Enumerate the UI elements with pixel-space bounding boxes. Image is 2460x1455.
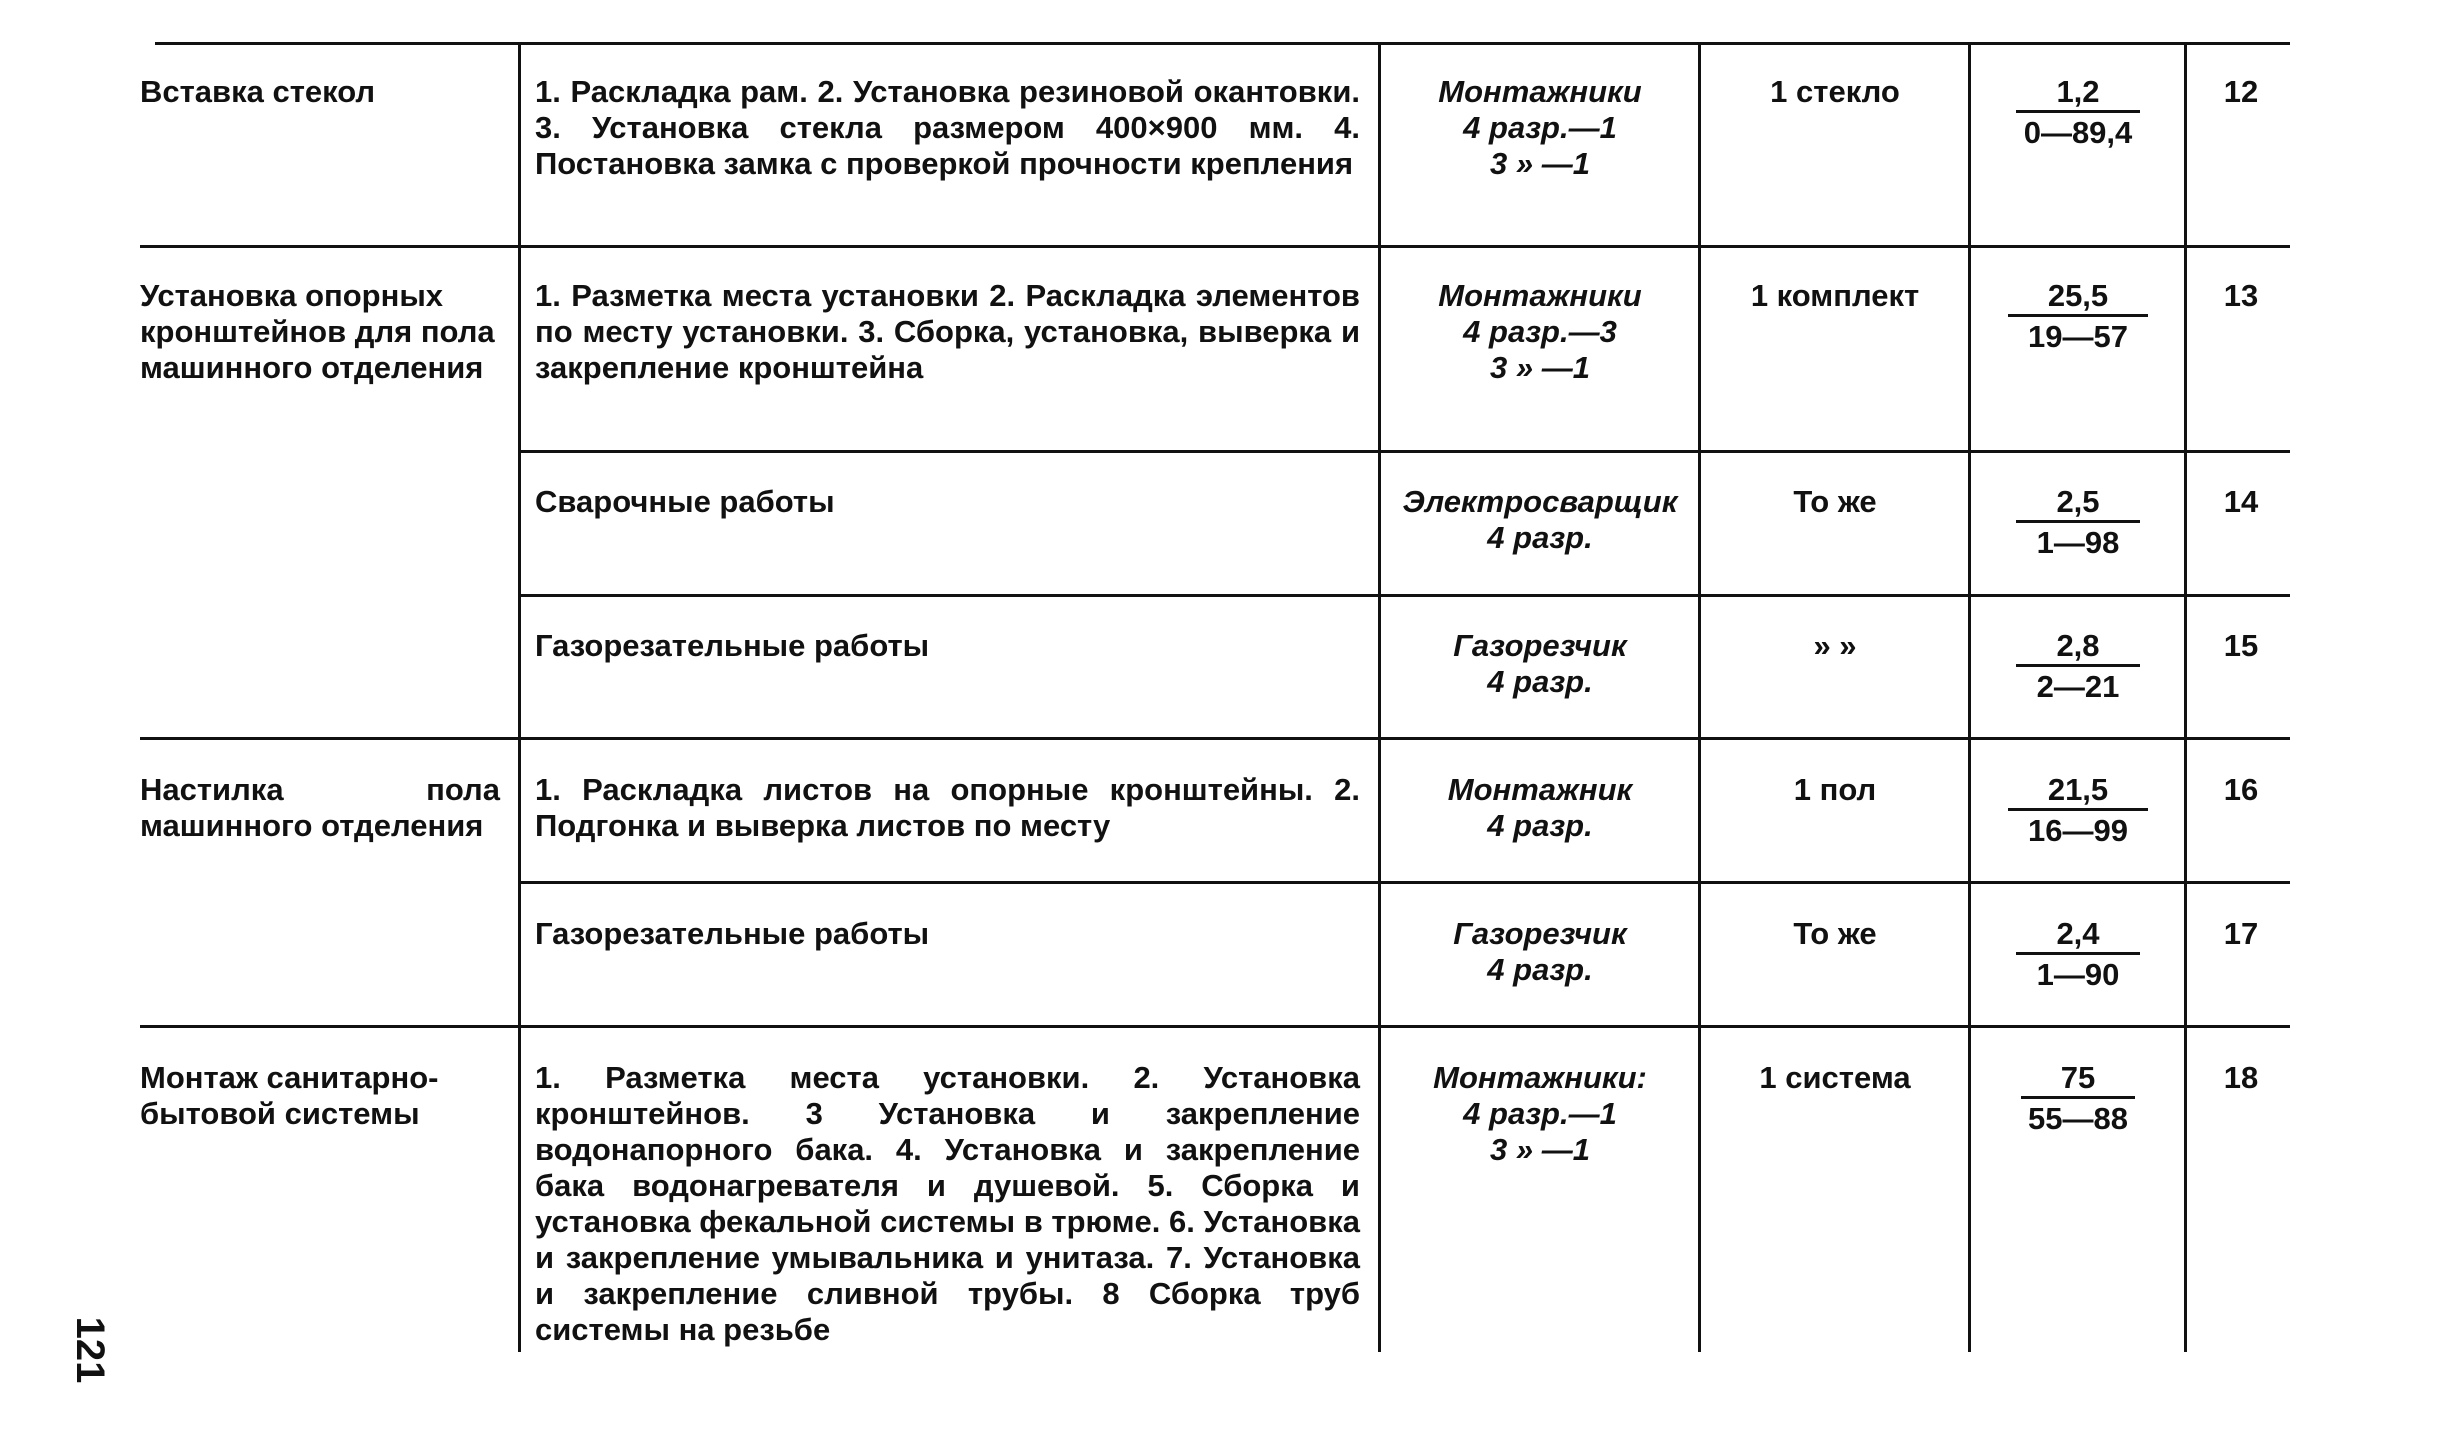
number-row-17: 17 [2223, 916, 2259, 951]
crew-line: 3 » —1 [1490, 350, 1590, 385]
number-row-14: 14 [2223, 484, 2259, 519]
col-divider-2 [1378, 42, 1381, 1352]
operation-row-13: Установка опорных кронштейнов для пола машинного отделения [140, 278, 495, 385]
norm-row-16 [1970, 772, 2186, 849]
page-number: 121 [68, 1316, 112, 1384]
operation-row-18: Монтаж санитарно-бытовой системы [140, 1060, 439, 1131]
rule-row-13 [520, 450, 2290, 453]
crew-line: 3 » —1 [1490, 146, 1590, 181]
crew-line: 4 разр.—3 [1463, 314, 1617, 349]
number-row-15: 15 [2223, 628, 2259, 663]
operation-row-12: Вставка стекол [140, 74, 376, 109]
crew-line: 4 разр. [1487, 520, 1593, 555]
number-row-16: 16 [2223, 772, 2259, 807]
number-row-12: 12 [2223, 74, 2259, 109]
norm-top: 2,4 [2016, 916, 2139, 955]
contents-row-17: Газорезательные работы [535, 916, 930, 951]
crew-line: Электросварщик [1402, 484, 1678, 519]
norm-top: 21,5 [2008, 772, 2148, 811]
col-divider-1 [518, 42, 521, 1352]
unit-row-18: 1 система [1759, 1060, 1911, 1095]
norm-bottom: 0—89,4 [2023, 115, 2133, 150]
crew-row-15 [1385, 628, 1695, 700]
crew-row-14 [1385, 484, 1695, 556]
number-row-13: 13 [2223, 278, 2259, 313]
unit-row-15: » » [1813, 628, 1857, 663]
norm-top: 2,5 [2016, 484, 2139, 523]
contents-row-15: Газорезательные работы [535, 628, 930, 663]
norm-row-15 [1970, 628, 2186, 705]
unit-row-12: 1 стекло [1770, 74, 1900, 109]
norm-row-14 [1970, 484, 2186, 561]
crew-row-12 [1385, 74, 1695, 182]
norm-bottom: 55—88 [2028, 1101, 2128, 1136]
crew-row-17 [1385, 916, 1695, 988]
crew-line: Монтажники [1438, 74, 1642, 109]
norm-top: 1,2 [2016, 74, 2139, 113]
operation-row-16: Настилка пола машинного отделения [140, 772, 500, 843]
norm-bottom: 19—57 [2028, 319, 2128, 354]
contents-row-16: 1. Раскладка листов на опорные кронштейны. 2. Подгонка и выверка листов по месту [535, 772, 1360, 843]
norm-top: 2,8 [2016, 628, 2139, 667]
crew-line: Газорезчик [1453, 916, 1627, 951]
col-divider-3 [1698, 42, 1701, 1352]
crew-line: 4 разр.—1 [1463, 1096, 1617, 1131]
crew-row-16 [1385, 772, 1695, 844]
norm-row-12 [1970, 74, 2186, 151]
unit-row-16: 1 пол [1793, 772, 1877, 807]
crew-line: Монтажники: [1433, 1060, 1647, 1095]
unit-row-17: То же [1793, 916, 1877, 951]
norm-bottom: 16—99 [2028, 813, 2128, 848]
norm-top: 25,5 [2008, 278, 2148, 317]
norm-row-13 [1970, 278, 2186, 355]
norm-top: 75 [2021, 1060, 2135, 1099]
rule-row-14 [520, 594, 2290, 597]
crew-line: 3 » —1 [1490, 1132, 1590, 1167]
crew-line: 4 разр. [1487, 664, 1593, 699]
contents-row-18: 1. Разметка места установки. 2. Установка кронштейнов. 3 Установка и закрепление водонапорного бака. 4. Установка и закрепление бака водонагревателя и душевой. 5. Сборка и установка фекальной системы в трюме. 6. Установка и закрепление умывальника и унитаза. 7. Установка и закрепление сливной трубы. 8 Сборка труб системы на резьбе [535, 1060, 1360, 1347]
crew-row-18 [1385, 1060, 1695, 1168]
unit-row-14: То же [1793, 484, 1877, 519]
norm-bottom: 2—21 [2036, 669, 2120, 704]
crew-row-13 [1385, 278, 1695, 386]
norm-row-17 [1970, 916, 2186, 993]
rule-row-16 [520, 881, 2290, 884]
unit-row-13: 1 комплект [1750, 278, 1920, 313]
crew-line: Газорезчик [1453, 628, 1627, 663]
norm-bottom: 1—90 [2036, 957, 2120, 992]
crew-line: 4 разр.—1 [1463, 110, 1617, 145]
norm-bottom: 1—98 [2036, 525, 2120, 560]
contents-row-13: 1. Разметка места установки 2. Раскладка элементов по месту установки. 3. Сборка, установка, выверка и закрепление кронштейна [535, 278, 1360, 385]
contents-row-12: 1. Раскладка рам. 2. Установка резиновой окантовки. 3. Установка стекла размером 400×900 мм. 4. Постановка замка с проверкой прочности крепления [535, 74, 1360, 181]
crew-line: Монтажник [1447, 772, 1633, 807]
crew-line: 4 разр. [1487, 808, 1593, 843]
crew-line: Монтажники [1438, 278, 1642, 313]
number-row-18: 18 [2223, 1060, 2259, 1095]
crew-line: 4 разр. [1487, 952, 1593, 987]
norm-row-18 [1970, 1060, 2186, 1137]
contents-row-14: Сварочные работы [535, 484, 835, 519]
